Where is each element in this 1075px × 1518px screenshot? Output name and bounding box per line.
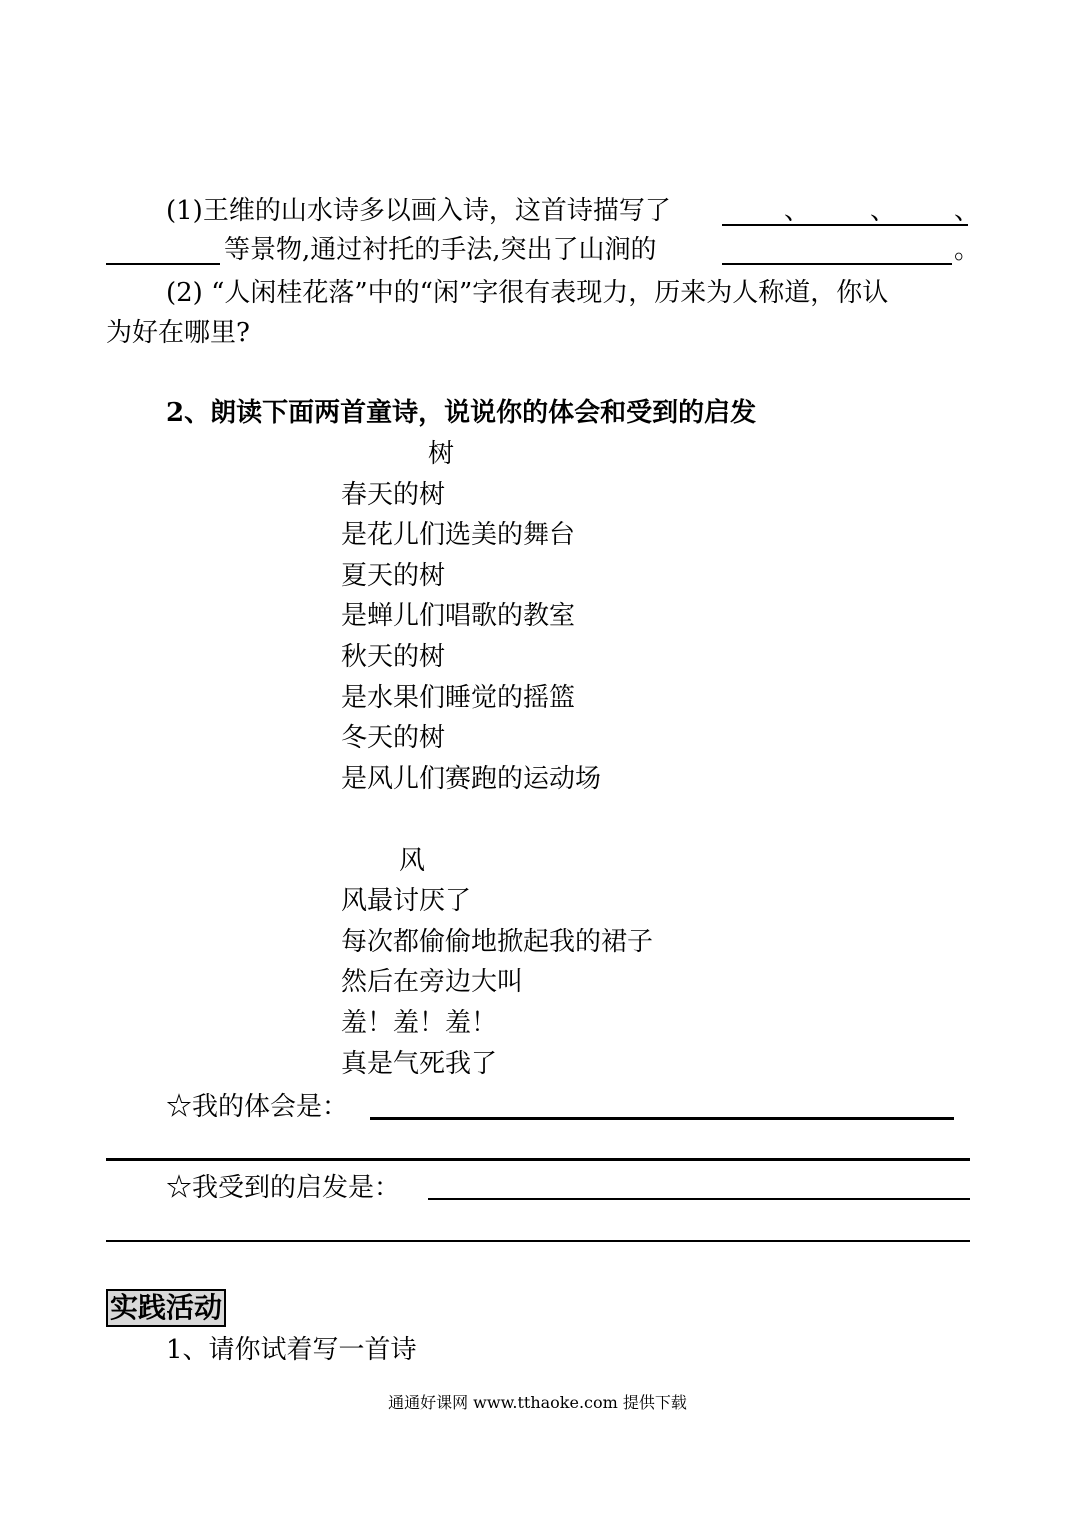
poem-wind-line: 真是气死我了 [341,1049,498,1079]
poem-tree-line: 秋天的树 [341,642,446,672]
answer-line-feeling[interactable] [370,1117,954,1120]
poem-wind-line: 羞！羞！羞！ [341,1008,498,1038]
poem-tree-line: 夏天的树 [341,561,446,591]
poem-tree-line: 是蝉儿们唱歌的教室 [341,601,576,631]
answer-line-inspiration-2[interactable] [106,1240,970,1242]
poem-tree-line: 是花儿们选美的舞台 [341,520,576,550]
separator-1: 、 [784,196,811,226]
prompt-feeling: ☆我的体会是： [166,1092,349,1122]
answer-blank-scenery[interactable] [722,224,968,226]
poem-wind-line: 风最讨厌了 [341,886,472,916]
page-footer: 通通好课网 www.tthaoke.com 提供下载 [388,1393,687,1412]
q2-heading: 2、朗读下面两首童诗，说说你的体会和受到的启发 [166,398,757,428]
separator-2: 、 [870,196,897,226]
poem-wind-line: 然后在旁边大叫 [341,967,524,997]
q1-part2-line1: (2) “人闲桂花落”中的“闲”字很有表现力，历来为人称道，你认 [166,278,889,308]
poem-tree-line: 冬天的树 [341,723,446,753]
q1-part1-line2: 等景物,通过衬托的手法,突出了山涧的 [224,235,657,265]
prompt-inspiration: ☆我受到的启发是： [166,1173,401,1203]
answer-line-feeling-2[interactable] [106,1158,970,1161]
poem-wind-line: 每次都偷偷地掀起我的裙子 [341,927,654,957]
answer-blank-scenery-4[interactable] [106,263,220,265]
poem-tree-line: 是水果们睡觉的摇篮 [341,683,576,713]
poem-tree-title: 树 [428,439,455,469]
q1-part1-end: 。 [954,235,981,265]
separator-3: 、 [954,196,981,226]
poem-tree-line: 是风儿们赛跑的运动场 [341,764,602,794]
poem-tree-line: 春天的树 [341,480,446,510]
poem-wind-title: 风 [399,846,426,876]
practice-section-title: 实践活动 [106,1289,226,1327]
answer-blank-stream[interactable] [722,263,952,265]
practice-item-1: 1、请你试着写一首诗 [166,1335,417,1365]
q1-part1-line1: (1)王维的山水诗多以画入诗，这首诗描写了 [166,196,671,226]
answer-line-inspiration[interactable] [428,1198,970,1200]
q1-part2-line2: 为好在哪里? [106,318,250,348]
